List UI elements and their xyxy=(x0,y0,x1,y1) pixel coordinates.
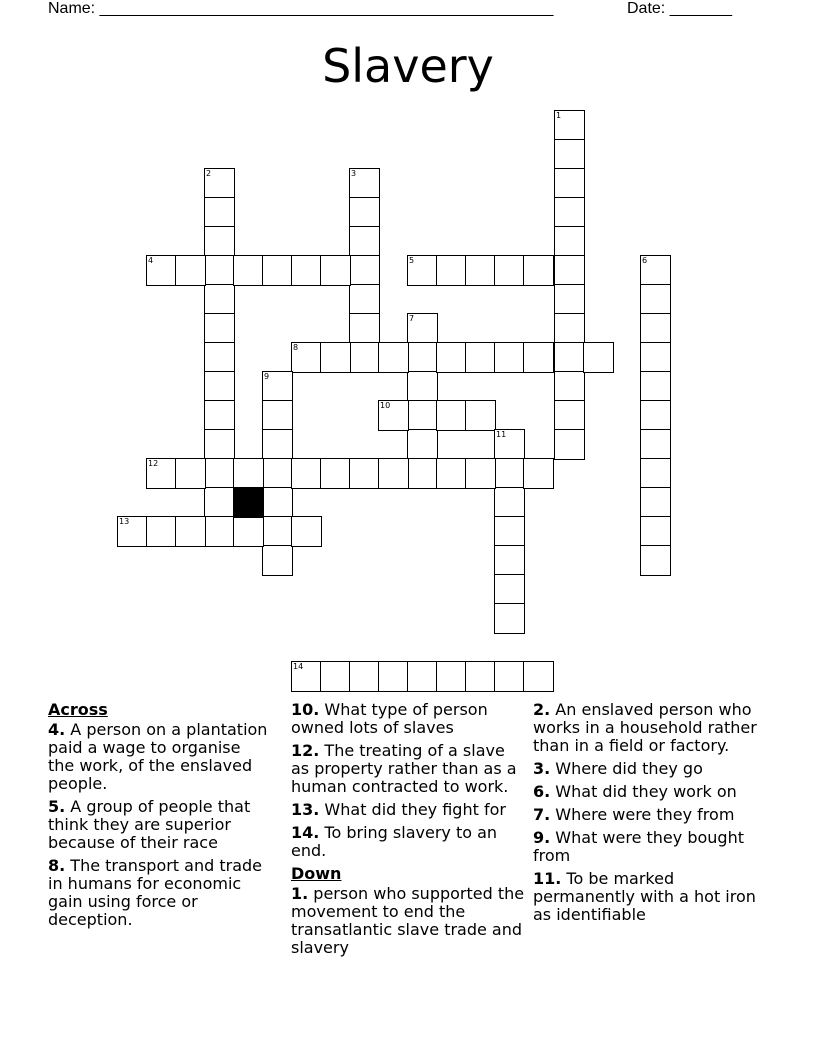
crossword-cell[interactable] xyxy=(407,458,438,489)
crossword-cell[interactable] xyxy=(146,255,177,286)
crossword-cell[interactable] xyxy=(204,458,235,489)
crossword-cell[interactable] xyxy=(436,342,467,373)
crossword-cell[interactable] xyxy=(554,139,585,170)
crossword-cell[interactable] xyxy=(291,516,322,547)
crossword-cell[interactable] xyxy=(262,429,293,460)
crossword-cell[interactable] xyxy=(494,603,525,634)
clues-column-1 xyxy=(48,701,268,934)
crossword-cell[interactable] xyxy=(407,661,438,692)
clue-text: A group of people that think they are superior because of their race xyxy=(48,797,251,852)
clue-number-label: 2. xyxy=(533,700,551,719)
crossword-cell[interactable] xyxy=(204,255,235,286)
crossword-cell[interactable] xyxy=(146,516,177,547)
clue-number-label: 13. xyxy=(291,800,320,819)
clue-number: 6 xyxy=(642,256,648,265)
clue-item xyxy=(533,783,773,801)
clue-number-label: 6. xyxy=(533,782,551,801)
crossword-cell[interactable] xyxy=(554,313,585,344)
crossword-cell[interactable] xyxy=(204,342,235,373)
crossword-cell[interactable] xyxy=(494,429,525,460)
crossword-cell[interactable] xyxy=(523,661,554,692)
clues-column-2 xyxy=(291,701,526,962)
clue-text: To bring slavery to an end. xyxy=(291,823,498,860)
crossword-cell[interactable] xyxy=(378,342,409,373)
crossword-cell[interactable] xyxy=(554,197,585,228)
clue-text: To be marked permanently with a hot iron as identifiable xyxy=(533,869,756,924)
clue-number-label: 7. xyxy=(533,805,551,824)
crossword-cell[interactable] xyxy=(175,516,206,547)
crossword-cell[interactable] xyxy=(262,545,293,576)
crossword-cell[interactable] xyxy=(436,458,467,489)
crossword-cell[interactable] xyxy=(554,342,585,373)
crossword-cell[interactable] xyxy=(262,400,293,431)
clue-item xyxy=(291,801,526,819)
crossword-cell[interactable] xyxy=(291,342,322,373)
crossword-cell[interactable] xyxy=(175,255,206,286)
clue-text: An enslaved person who works in a household rather than in a field or factory. xyxy=(533,700,757,755)
crossword-cell[interactable] xyxy=(117,516,148,547)
crossword-cell[interactable] xyxy=(554,110,585,141)
crossword-cell[interactable] xyxy=(320,255,351,286)
crossword-cell[interactable] xyxy=(233,255,264,286)
crossword-cell[interactable] xyxy=(204,284,235,315)
crossword-cell[interactable] xyxy=(640,371,671,402)
clue-item xyxy=(291,824,526,860)
crossword-cell[interactable] xyxy=(349,313,380,344)
crossword-cell[interactable] xyxy=(554,371,585,402)
clue-number-label: 12. xyxy=(291,741,320,760)
crossword-cell[interactable] xyxy=(523,458,554,489)
crossword-cell[interactable] xyxy=(204,371,235,402)
clue-item xyxy=(533,701,773,755)
clue-number-label: 5. xyxy=(48,797,66,816)
crossword-cell[interactable] xyxy=(465,400,496,431)
crossword-cell[interactable] xyxy=(554,168,585,199)
clue-number: 11 xyxy=(496,430,507,439)
clue-number-label: 3. xyxy=(533,759,551,778)
crossword-cell[interactable] xyxy=(175,458,206,489)
crossword-cell[interactable] xyxy=(523,255,554,286)
clue-number-label: 4. xyxy=(48,720,66,739)
black-square xyxy=(233,487,264,518)
crossword-cell[interactable] xyxy=(494,487,525,518)
clue-number: 2 xyxy=(206,169,212,178)
crossword-cell[interactable] xyxy=(349,284,380,315)
clue-number-label: 11. xyxy=(533,869,562,888)
crossword-cell[interactable] xyxy=(407,400,438,431)
crossword-cell[interactable] xyxy=(523,342,554,373)
crossword-cell[interactable] xyxy=(204,429,235,460)
clue-item xyxy=(48,798,268,852)
crossword-cell[interactable] xyxy=(640,429,671,460)
crossword-cell[interactable] xyxy=(494,545,525,576)
clue-item xyxy=(291,885,526,957)
crossword-cell[interactable] xyxy=(640,458,671,489)
clue-number: 1 xyxy=(556,111,562,120)
crossword-cell[interactable] xyxy=(204,313,235,344)
crossword-cell[interactable] xyxy=(262,458,293,489)
crossword-cell[interactable] xyxy=(640,313,671,344)
crossword-cell[interactable] xyxy=(291,458,322,489)
clue-number-label: 10. xyxy=(291,700,320,719)
crossword-cell[interactable] xyxy=(204,400,235,431)
crossword-cell[interactable] xyxy=(465,255,496,286)
crossword-cell[interactable] xyxy=(465,661,496,692)
crossword-cell[interactable] xyxy=(349,226,380,257)
crossword-cell[interactable] xyxy=(262,516,293,547)
clue-number: 10 xyxy=(380,401,391,410)
crossword-cell[interactable] xyxy=(640,255,671,286)
clue-item xyxy=(533,806,773,824)
name-field[interactable]: Name: ___________________________________________________ xyxy=(48,0,554,17)
clue-text: The transport and trade in humans for economic gain using force or deception. xyxy=(48,856,263,929)
crossword-cell[interactable] xyxy=(494,574,525,605)
clue-item xyxy=(291,701,526,737)
crossword-cell[interactable] xyxy=(583,342,614,373)
clue-text: Where did they go xyxy=(550,759,703,778)
clue-text: A person on a plantation paid a wage to organise the work, of the enslaved people. xyxy=(48,720,268,793)
crossword-cell[interactable] xyxy=(349,458,380,489)
clue-text: person who supported the movement to end the transatlantic slave trade and slavery xyxy=(291,884,525,957)
clue-item xyxy=(48,857,268,929)
crossword-cell[interactable] xyxy=(554,400,585,431)
clue-number: 9 xyxy=(264,372,270,381)
down-heading: Down xyxy=(291,864,342,883)
clue-text: What did they work on xyxy=(550,782,737,801)
clue-number-label: 14. xyxy=(291,823,320,842)
clue-text: The treating of a slave as property rather than as a human contracted to work. xyxy=(291,741,517,796)
clue-number: 12 xyxy=(148,459,159,468)
crossword-cell[interactable] xyxy=(554,255,585,286)
crossword-cell[interactable] xyxy=(349,255,380,286)
clue-number-label: 8. xyxy=(48,856,66,875)
clue-item xyxy=(533,870,773,924)
crossword-cell[interactable] xyxy=(407,342,438,373)
crossword-cell[interactable] xyxy=(320,661,351,692)
crossword-cell[interactable] xyxy=(262,371,293,402)
crossword-cell[interactable] xyxy=(494,458,525,489)
crossword-cell[interactable] xyxy=(320,342,351,373)
crossword-cell[interactable] xyxy=(494,342,525,373)
crossword-cell[interactable] xyxy=(640,516,671,547)
crossword-cell[interactable] xyxy=(554,429,585,460)
clue-item xyxy=(48,721,268,793)
crossword-cell[interactable] xyxy=(640,284,671,315)
clues-column-3 xyxy=(533,701,773,929)
clue-number: 7 xyxy=(409,314,415,323)
crossword-cell[interactable] xyxy=(349,342,380,373)
crossword-cell[interactable] xyxy=(291,661,322,692)
across-heading: Across xyxy=(48,700,108,719)
crossword-cell[interactable] xyxy=(204,226,235,257)
clue-text: What type of person owned lots of slaves xyxy=(291,700,488,737)
crossword-cell[interactable] xyxy=(407,371,438,402)
crossword-cell[interactable] xyxy=(494,661,525,692)
crossword-cell[interactable] xyxy=(465,342,496,373)
clue-number: 3 xyxy=(351,169,357,178)
clue-number: 4 xyxy=(148,256,154,265)
crossword-cell[interactable] xyxy=(349,661,380,692)
crossword-cell[interactable] xyxy=(640,487,671,518)
crossword-cell[interactable] xyxy=(262,255,293,286)
crossword-cell[interactable] xyxy=(407,255,438,286)
crossword-cell[interactable] xyxy=(204,197,235,228)
crossword-cell[interactable] xyxy=(204,516,235,547)
clue-text: What did they fight for xyxy=(319,800,506,819)
crossword-cell[interactable] xyxy=(349,197,380,228)
crossword-cell[interactable] xyxy=(436,255,467,286)
crossword-cell[interactable] xyxy=(378,400,409,431)
clue-text: What were they bought from xyxy=(533,828,744,865)
clue-number: 14 xyxy=(293,662,304,671)
crossword-cell[interactable] xyxy=(291,255,322,286)
crossword-cell[interactable] xyxy=(146,458,177,489)
crossword-cell[interactable] xyxy=(436,400,467,431)
clue-text: Where were they from xyxy=(550,805,735,824)
page-title: Slavery xyxy=(322,39,494,93)
clue-item xyxy=(533,829,773,865)
clue-number-label: 1. xyxy=(291,884,309,903)
clue-number: 13 xyxy=(119,517,130,526)
crossword-cell[interactable] xyxy=(640,400,671,431)
crossword-cell[interactable] xyxy=(262,487,293,518)
crossword-cell[interactable] xyxy=(640,545,671,576)
crossword-cell[interactable] xyxy=(407,313,438,344)
crossword-cell[interactable] xyxy=(378,458,409,489)
crossword-cell[interactable] xyxy=(204,487,235,518)
crossword-cell[interactable] xyxy=(436,661,467,692)
clue-number-label: 9. xyxy=(533,828,551,847)
date-field[interactable]: Date: _______ xyxy=(627,0,732,17)
clue-item xyxy=(291,742,526,796)
crossword-cell[interactable] xyxy=(494,255,525,286)
clue-item xyxy=(533,760,773,778)
crossword-cell[interactable] xyxy=(465,458,496,489)
crossword-cell[interactable] xyxy=(233,516,264,547)
crossword-cell[interactable] xyxy=(378,661,409,692)
clue-number: 8 xyxy=(293,343,299,352)
crossword-cell[interactable] xyxy=(494,516,525,547)
crossword-cell[interactable] xyxy=(407,429,438,460)
crossword-cell[interactable] xyxy=(554,226,585,257)
crossword-cell[interactable] xyxy=(320,458,351,489)
clue-number: 5 xyxy=(409,256,415,265)
crossword-cell[interactable] xyxy=(349,168,380,199)
crossword-cell[interactable] xyxy=(204,168,235,199)
crossword-cell[interactable] xyxy=(554,284,585,315)
crossword-cell[interactable] xyxy=(233,458,264,489)
crossword-cell[interactable] xyxy=(640,342,671,373)
